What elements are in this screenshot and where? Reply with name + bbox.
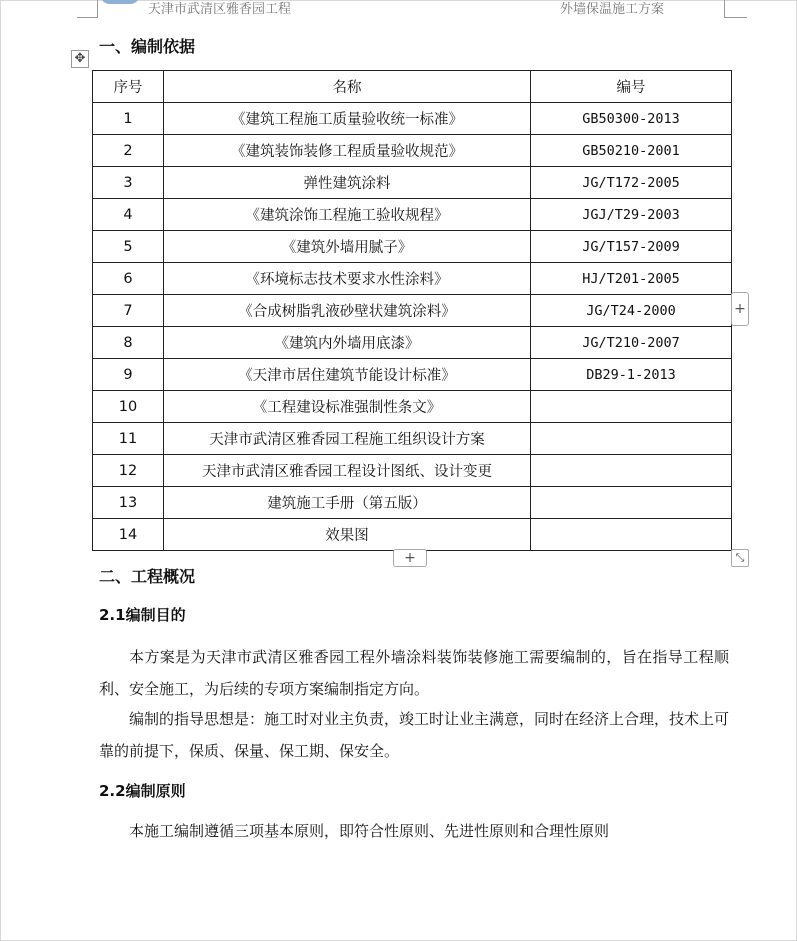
add-column-button[interactable]: + bbox=[731, 292, 749, 326]
cell-name[interactable]: 《建筑外墙用腻子》 bbox=[164, 231, 531, 263]
table-header-row bbox=[93, 71, 732, 103]
cell-code[interactable] bbox=[531, 487, 732, 519]
cell-index[interactable]: 10 bbox=[93, 391, 164, 423]
cell-code[interactable]: JGJ/T29-2003 bbox=[531, 199, 732, 231]
crop-mark-left bbox=[77, 0, 98, 18]
cell-index[interactable]: 5 bbox=[93, 231, 164, 263]
subsection-2-1-title: 2.1编制目的 bbox=[99, 606, 186, 624]
principle-paragraph: 本施工编制遵循三项基本原则，即符合性原则、先进性原则和合理性原则 bbox=[129, 822, 610, 840]
cell-name[interactable]: 《建筑装饰装修工程质量验收规范》 bbox=[164, 135, 531, 167]
table-row bbox=[93, 391, 732, 423]
cell-index[interactable]: 1 bbox=[93, 103, 164, 135]
cell-code[interactable] bbox=[531, 423, 732, 455]
cell-name[interactable]: 《天津市居住建筑节能设计标准》 bbox=[164, 359, 531, 391]
table-row bbox=[93, 199, 732, 231]
cell-name[interactable]: 《合成树脂乳液砂壁状建筑涂料》 bbox=[164, 295, 531, 327]
cell-index[interactable]: 13 bbox=[93, 487, 164, 519]
cell-index[interactable]: 7 bbox=[93, 295, 164, 327]
cell-code[interactable]: JG/T210-2007 bbox=[531, 327, 732, 359]
cell-name[interactable]: 《工程建设标准强制性条文》 bbox=[164, 391, 531, 423]
table-row bbox=[93, 487, 732, 519]
cell-name[interactable]: 效果图 bbox=[164, 519, 531, 551]
table-row bbox=[93, 455, 732, 487]
table-move-icon[interactable]: ✥ bbox=[71, 50, 89, 68]
header-cell-index: 序号 bbox=[93, 71, 164, 103]
add-row-button[interactable]: + bbox=[393, 549, 427, 567]
table-row bbox=[93, 359, 732, 391]
header-cell-name: 名称 bbox=[164, 71, 531, 103]
table-row bbox=[93, 295, 732, 327]
purpose-paragraph-1: 本方案是为天津市武清区雅香园工程外墙涂料装饰装修施工需要编制的，旨在指导工程顺利、安全施工，为后续的专项方案编制指定方向。 bbox=[99, 648, 729, 698]
cell-code[interactable]: HJ/T201-2005 bbox=[531, 263, 732, 295]
cell-code[interactable]: GB50300-2013 bbox=[531, 103, 732, 135]
cell-code[interactable]: DB29-1-2013 bbox=[531, 359, 732, 391]
cell-code[interactable] bbox=[531, 455, 732, 487]
cell-index[interactable]: 11 bbox=[93, 423, 164, 455]
section-2-title: 二、工程概况 bbox=[99, 567, 196, 586]
cell-name[interactable]: 天津市武清区雅香园工程设计图纸、设计变更 bbox=[164, 455, 531, 487]
table-row bbox=[93, 327, 732, 359]
cell-name[interactable]: 《环境标志技术要求水性涂料》 bbox=[164, 263, 531, 295]
section-1-title: 一、编制依据 bbox=[99, 37, 196, 56]
cell-index[interactable]: 3 bbox=[93, 167, 164, 199]
cell-name[interactable]: 弹性建筑涂料 bbox=[164, 167, 531, 199]
table-row bbox=[93, 519, 732, 551]
cell-code[interactable] bbox=[531, 391, 732, 423]
table-row bbox=[93, 263, 732, 295]
table-row bbox=[93, 135, 732, 167]
cell-code[interactable]: JG/T157-2009 bbox=[531, 231, 732, 263]
cell-index[interactable]: 4 bbox=[93, 199, 164, 231]
cell-name[interactable]: 建筑施工手册（第五版） bbox=[164, 487, 531, 519]
cell-code[interactable]: JG/T172-2005 bbox=[531, 167, 732, 199]
company-logo bbox=[100, 0, 140, 4]
cell-code[interactable]: GB50210-2001 bbox=[531, 135, 732, 167]
header-cell-code: 编号 bbox=[531, 71, 732, 103]
cell-name[interactable]: 《建筑工程施工质量验收统一标准》 bbox=[164, 103, 531, 135]
cell-code[interactable] bbox=[531, 519, 732, 551]
subsection-2-2-title: 2.2编制原则 bbox=[99, 782, 186, 800]
cell-index[interactable]: 14 bbox=[93, 519, 164, 551]
purpose-paragraph-2: 编制的指导思想是：施工时对业主负责，竣工时让业主满意，同时在经济上合理，技术上可靠的前提下，保质、保量、保工期、保安全。 bbox=[99, 710, 730, 760]
cell-index[interactable]: 9 bbox=[93, 359, 164, 391]
table-row bbox=[93, 167, 732, 199]
cell-name[interactable]: 天津市武清区雅香园工程施工组织设计方案 bbox=[164, 423, 531, 455]
table-row bbox=[93, 103, 732, 135]
cell-name[interactable]: 《建筑内外墙用底漆》 bbox=[164, 327, 531, 359]
crop-mark-right bbox=[724, 0, 747, 18]
header-document-title: 外墙保温施工方案 bbox=[560, 2, 665, 17]
cell-index[interactable]: 12 bbox=[93, 455, 164, 487]
cell-index[interactable]: 6 bbox=[93, 263, 164, 295]
header-project-name: 天津市武清区雅香园工程 bbox=[148, 2, 292, 17]
cell-name[interactable]: 《建筑涂饰工程施工验收规程》 bbox=[164, 199, 531, 231]
table-row bbox=[93, 231, 732, 263]
table-resize-icon[interactable]: ⤡ bbox=[731, 549, 749, 567]
cell-code[interactable]: JG/T24-2000 bbox=[531, 295, 732, 327]
table-row bbox=[93, 423, 732, 455]
cell-index[interactable]: 8 bbox=[93, 327, 164, 359]
page-header bbox=[0, 0, 797, 20]
cell-index[interactable]: 2 bbox=[93, 135, 164, 167]
basis-table bbox=[92, 70, 732, 551]
